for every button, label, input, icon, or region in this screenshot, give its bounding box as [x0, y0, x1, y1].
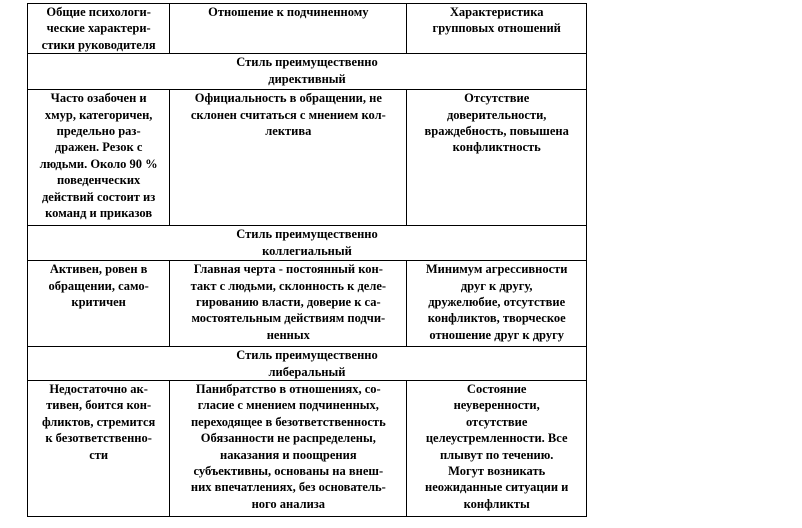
cell-attitude: [170, 261, 407, 347]
cell-line: Официальность в обращении, не: [194, 91, 382, 106]
section-title-collegial: [28, 226, 587, 261]
cell-line: дружелюбие, отсутствие: [428, 295, 566, 310]
cell-line: фликтов, стремится: [41, 414, 156, 429]
cell-line: поведенческих: [56, 173, 141, 188]
cell-line: Состояние: [466, 382, 527, 397]
cell-group-relations: [407, 90, 587, 226]
cell-line: плывут по течению.: [439, 447, 554, 462]
cell-line: предельно раз-: [56, 124, 141, 139]
cell-attitude: [170, 90, 407, 226]
header-group-relations: [407, 4, 587, 54]
section-title-line: Стиль преимущественно: [236, 348, 378, 363]
cell-line: гированию власти, доверие к са-: [195, 295, 381, 310]
cell-line: хмур, категоричен,: [44, 107, 153, 122]
cell-line: ного анализа: [251, 496, 326, 511]
section-title-row: [28, 347, 587, 381]
cell-line: неуверенности,: [453, 398, 540, 413]
cell-line: отношение друг к другу: [429, 327, 564, 342]
cell-line: Недостаточно ак-: [49, 382, 148, 397]
cell-traits: [28, 261, 170, 347]
leadership-styles-table: [27, 3, 587, 517]
header-col1-line: Общие психологи-: [46, 5, 151, 19]
section-title-row: [28, 226, 587, 261]
section-title-line: либеральный: [268, 364, 346, 379]
cell-traits: [28, 90, 170, 226]
cell-line: людьми. Около 90 %: [39, 156, 158, 171]
section-title-line: Стиль преимущественно: [236, 227, 378, 242]
cell-line: Панибратство в отношениях, со-: [195, 382, 381, 397]
header-col3-line: Характеристика: [449, 5, 544, 19]
cell-line: дражен. Резок с: [54, 140, 143, 155]
cell-line: гласие с мнением подчиненных,: [197, 398, 379, 413]
cell-line: конфликты: [463, 496, 530, 511]
cell-line: Отсутствие: [464, 91, 530, 106]
cell-line: отсутствие: [465, 414, 528, 429]
cell-line: субъективны, основаны на внеш-: [193, 464, 384, 479]
header-col1-line: стики руководителя: [41, 37, 156, 52]
cell-line: такт с людьми, склонность к деле-: [190, 278, 387, 293]
cell-line: мостоятельным действиям подчи-: [191, 311, 386, 326]
cell-line: целеустремленности. Все: [425, 431, 568, 446]
table-row: [28, 381, 587, 517]
cell-line: конфликтность: [452, 140, 541, 155]
section-title-line: директивный: [268, 71, 346, 86]
cell-line: ненных: [266, 327, 310, 342]
cell-line: Активен, ровен в: [49, 262, 148, 277]
section-title-liberal: [28, 347, 587, 381]
header-attitude-to-subordinate: [170, 4, 407, 54]
cell-line: к безответственно-: [45, 431, 152, 446]
cell-line: Могут возникать: [448, 464, 546, 479]
cell-line: тивен, боится кон-: [46, 398, 152, 413]
header-psychological-traits: [28, 4, 170, 54]
section-title-line: коллегиальный: [262, 243, 352, 258]
cell-attitude: [170, 381, 407, 517]
section-title-directive: [28, 54, 587, 90]
cell-line: доверительности,: [446, 107, 547, 122]
cell-line: конфликтов, творческое: [427, 311, 566, 326]
cell-line: них впечатлениях, без основатель-: [190, 480, 386, 495]
header-col2-line: Отношение к подчиненному: [208, 5, 369, 19]
cell-line: Минимум агрессивности: [425, 262, 568, 277]
cell-traits: [28, 381, 170, 517]
section-title-line: Стиль преимущественно: [236, 55, 378, 70]
header-col3-line: групповых отношений: [432, 21, 561, 36]
cell-line: наказания и поощрения: [220, 447, 357, 462]
cell-line: Обязанности не распределены,: [200, 431, 376, 446]
cell-group-relations: [407, 261, 587, 347]
cell-line: лектива: [265, 124, 312, 139]
cell-line: команд и приказов: [45, 206, 153, 221]
cell-line: враждебность, повышена: [424, 124, 569, 139]
header-row: [28, 4, 587, 54]
header-col1-line: ческие характери-: [46, 21, 151, 36]
cell-line: неожиданные ситуации и: [425, 480, 569, 495]
cell-line: сти: [89, 447, 109, 462]
cell-line: Главная черта - постоянный кон-: [193, 262, 383, 277]
cell-line: склонен считаться с мнением кол-: [190, 107, 386, 122]
cell-line: обращении, само-: [48, 278, 149, 293]
cell-line: действий состоит из: [41, 189, 156, 204]
cell-line: критичен: [71, 295, 126, 310]
section-title-row: [28, 54, 587, 90]
table-row: [28, 261, 587, 347]
cell-line: друг к другу,: [460, 278, 533, 293]
table-row: [28, 90, 587, 226]
cell-group-relations: [407, 381, 587, 517]
cell-line: Часто озабочен и: [50, 91, 147, 106]
cell-line: переходящее в безответственность: [190, 414, 386, 429]
